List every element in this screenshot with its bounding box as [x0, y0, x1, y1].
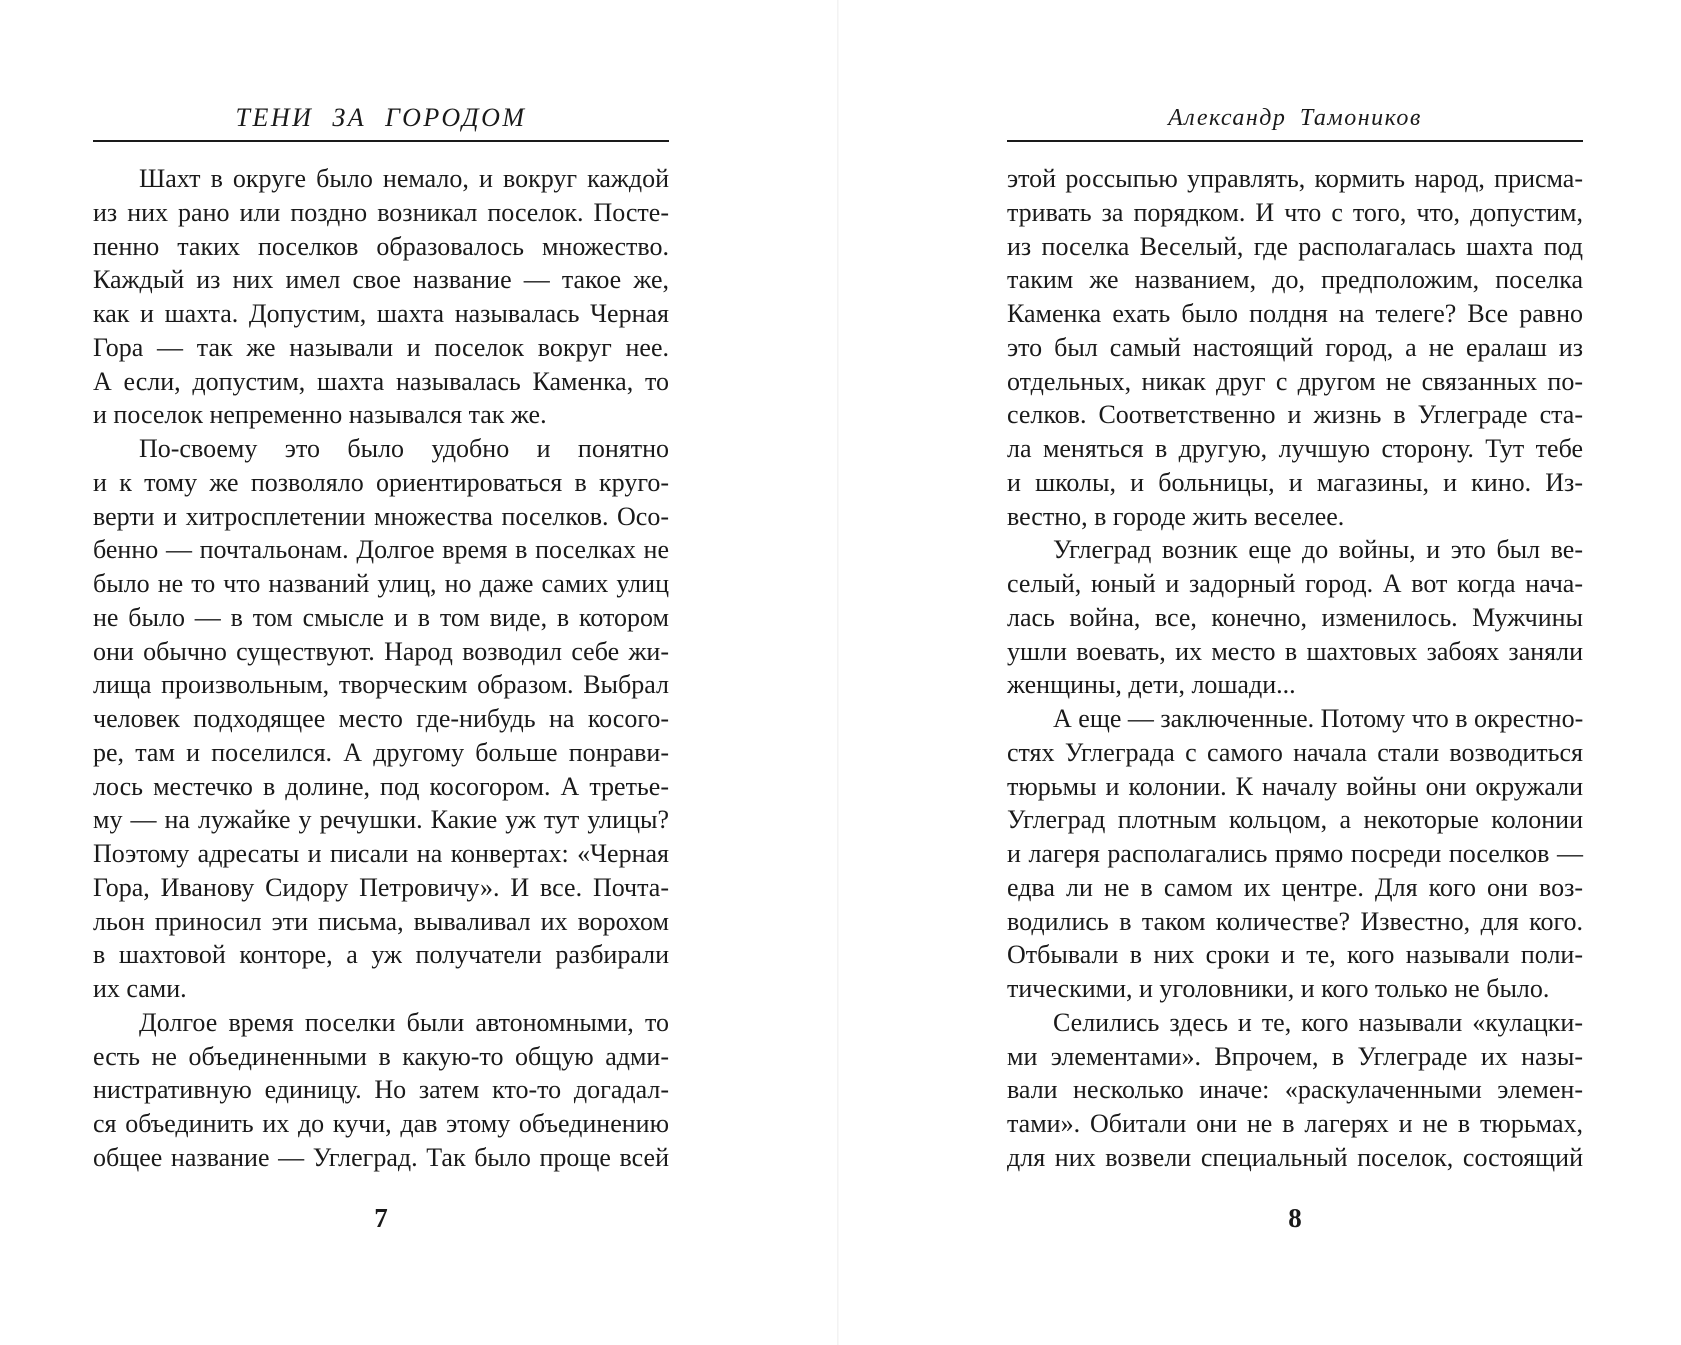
- running-head-author: Александр Тамоников: [1168, 105, 1422, 131]
- body-text: [1007, 162, 1583, 1175]
- text-line: тическими, и уголовники, и кого только не было.: [1007, 974, 1550, 1003]
- text-line: тривать за порядком. И что с того, что, допустим,: [1007, 197, 1583, 227]
- text-line: не было — в том смысле и в том виде, в котором: [93, 602, 669, 632]
- text-line: и лагеря располагались прямо посреди поселков —: [1007, 839, 1583, 868]
- text-line: и школы, и больницы, и магазины, и кино. Из-: [1007, 467, 1583, 497]
- text-line: для них возвели специальный поселок, состоящий: [1007, 1142, 1583, 1172]
- text-line: таким же названием, до, предположим, поселка: [1007, 265, 1583, 295]
- text-line: ми элементами». Впрочем, в Углеграде их назы-: [1007, 1041, 1583, 1071]
- text-line: общее название — Углеград. Так было проще всей: [93, 1142, 669, 1172]
- text-line: человек подходящее место где-нибудь на косого-: [93, 704, 669, 733]
- text-line: пенно таких поселков образовалось множество.: [93, 231, 669, 261]
- text-line: ре, там и поселился. А другому больше понрави-: [93, 737, 669, 767]
- text-line: Гора — так же называли и поселок вокруг нее.: [93, 332, 669, 362]
- text-line: льон приносил эти письма, вываливал их ворохом: [93, 906, 669, 936]
- text-line: лось местечко в долине, под косогором. А третье-: [93, 771, 669, 801]
- text-line: Отбывали в них сроки и те, кого называли поли-: [1007, 940, 1583, 970]
- text-line: тами». Обитали они не в лагерях и не в тюрьмах,: [1007, 1109, 1583, 1138]
- text-line: Каменка ехать было полдня на телеге? Все равно: [1007, 299, 1583, 328]
- text-line: ушли воевать, их место в шахтовых забоях заняли: [1007, 636, 1583, 666]
- text-line: Углеград плотным кольцом, а некоторые колонии: [1007, 805, 1583, 835]
- text-line: женщины, дети, лошади...: [1007, 670, 1296, 700]
- running-head-title: ТЕНИ ЗА ГОРОДОМ: [235, 103, 527, 132]
- text-line: в шахтовой конторе, а уж получатели разбирали: [93, 940, 669, 970]
- text-line: ся объединить их до кучи, дав этому объединению: [93, 1109, 669, 1138]
- text-line: Поэтому адресаты и писали на конвертах: «Черная: [93, 839, 669, 868]
- text-line: По-своему это было удобно и понятно: [139, 434, 669, 463]
- body-text: [93, 162, 669, 1175]
- text-line: А если, допустим, шахта называлась Каменка, то: [93, 366, 669, 396]
- text-line: есть не объединенными в какую-то общую адми-: [93, 1041, 669, 1071]
- text-line: нистративную единицу. Но затем кто-то догадал-: [93, 1075, 669, 1105]
- text-line: Селились здесь и те, кого называли «кулацки-: [1053, 1007, 1583, 1037]
- text-line: бенно — почтальонам. Долгое время в поселках не: [93, 535, 669, 565]
- header-rule: [1007, 140, 1583, 142]
- text-line: из них рано или поздно возникал поселок. Посте-: [93, 197, 669, 227]
- text-line: лась война, все, конечно, изменилось. Мужчины: [1007, 602, 1583, 632]
- text-line: вали несколько иначе: «раскулаченными элемен-: [1007, 1075, 1583, 1105]
- text-line: и поселок непременно назывался так же.: [93, 400, 547, 430]
- text-line: А еще — заключенные. Потому что в окрестно-: [1053, 704, 1584, 733]
- text-line: из поселка Веселый, где располагалась шахта под: [1007, 231, 1583, 261]
- text-line: вестно, в городе жить веселее.: [1007, 501, 1345, 531]
- left-page: [93, 0, 669, 1345]
- text-line: селков. Соответственно и жизнь в Углеграде ста-: [1007, 400, 1583, 430]
- text-line: Шахт в округе было немало, и вокруг каждой: [139, 164, 669, 193]
- page-number: 7: [374, 1203, 388, 1233]
- text-line: Долгое время поселки были автономными, то: [139, 1007, 669, 1037]
- text-line: Гора, Иванову Сидору Петровичу». И все. Почта-: [93, 872, 669, 902]
- text-line: лища произвольным, творческим образом. Выбрал: [93, 670, 669, 700]
- text-line: это был самый настоящий город, а не ералаш из: [1007, 332, 1583, 362]
- text-line: Углеград возник еще до войны, и это был ве-: [1053, 535, 1583, 565]
- text-line: они обычно существуют. Народ возводил себе жи-: [93, 636, 669, 666]
- text-line: ла меняться в другую, лучшую сторону. Тут тебе: [1007, 434, 1583, 463]
- text-line: едва ли не в самом их центре. Для кого они воз-: [1007, 872, 1583, 902]
- text-line: му — на лужайке у речушки. Какие уж тут улицы?: [93, 805, 669, 835]
- text-line: как и шахта. Допустим, шахта называлась Черная: [93, 299, 669, 328]
- text-line: селый, юный и задорный город. А вот когда нача-: [1007, 569, 1583, 598]
- text-line: их сами.: [93, 974, 187, 1003]
- text-line: этой россыпью управлять, кормить народ, присма-: [1007, 164, 1583, 193]
- right-page: [1007, 0, 1583, 1345]
- text-line: тюрьмы и колонии. К началу войны они окружали: [1007, 771, 1583, 801]
- text-line: было не то что названий улиц, но даже самих улиц: [93, 569, 669, 598]
- page-number: 8: [1288, 1203, 1302, 1233]
- book-gutter: [837, 0, 839, 1345]
- text-line: верти и хитросплетении множества поселков. Осо-: [93, 501, 669, 531]
- text-line: и к тому же позволяло ориентироваться в круго-: [93, 467, 669, 497]
- header-rule: [93, 140, 669, 142]
- text-line: водились в таком количестве? Известно, для кого.: [1007, 906, 1583, 936]
- text-line: стях Углеграда с самого начала стали возводиться: [1007, 737, 1583, 767]
- text-line: отдельных, никак друг с другом не связанных по-: [1007, 366, 1583, 396]
- text-line: Каждый из них имел свое название — такое же,: [93, 265, 669, 295]
